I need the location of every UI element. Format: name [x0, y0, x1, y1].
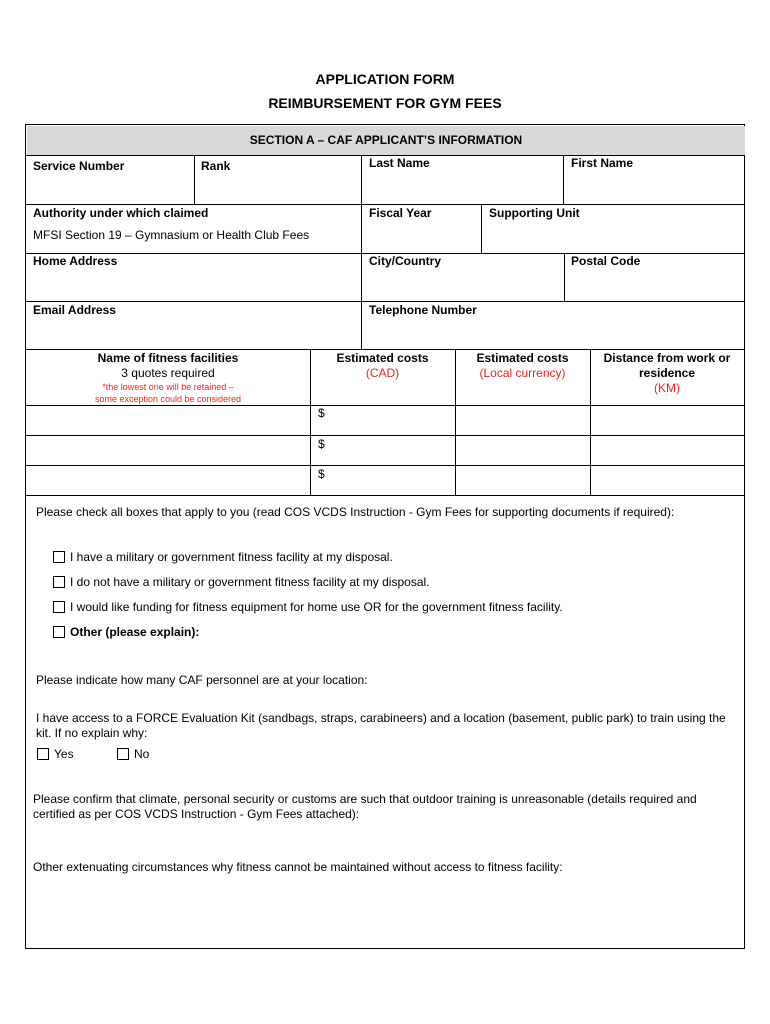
personnel-question: Please indicate how many CAF personnel are at your location: [36, 673, 368, 687]
form-frame [25, 124, 745, 949]
fiscal-year-label: Fiscal Year [369, 206, 432, 220]
other-circumstances-question: Other extenuating circumstances why fitness cannot be maintained without access to fitness facility: [33, 860, 563, 874]
military-facility-label: I have a military or government fitness facility at my disposal. [70, 550, 393, 564]
divider [26, 349, 744, 350]
distance-header [590, 351, 744, 401]
check-instructions: Please check all boxes that apply to you (read COS VCDS Instruction - Gym Fees for supporting documents if required): [36, 505, 675, 519]
no-military-facility-label: I do not have a military or government fitness facility at my disposal. [70, 575, 430, 589]
distance-title-2: residence [638, 366, 696, 380]
divider [563, 155, 564, 204]
postal-code-label: Postal Code [571, 254, 641, 268]
cost-local-title: Estimated costs [476, 351, 569, 365]
authority-label: Authority under which claimed [33, 206, 209, 220]
yes-checkbox[interactable] [37, 748, 49, 760]
other-checkbox[interactable] [53, 626, 65, 638]
divider [26, 495, 744, 496]
cost-cad-title: Estimated costs [336, 351, 429, 365]
cost-local-header [455, 351, 590, 401]
equipment-funding-label: I would like funding for fitness equipment for home use OR for the government fitness facility. [70, 600, 563, 614]
divider [564, 253, 565, 301]
other-label: Other (please explain): [70, 625, 200, 639]
dollar-sign: $ [318, 437, 325, 451]
telephone-label: Telephone Number [369, 303, 477, 317]
form-title: APPLICATION FORM [315, 71, 455, 87]
equipment-funding-checkbox[interactable] [53, 601, 65, 613]
no-checkbox[interactable] [117, 748, 129, 760]
cost-cad-unit: (CAD) [365, 366, 400, 380]
section-a-header: SECTION A – CAF APPLICANT’S INFORMATION [27, 126, 745, 155]
facilities-header [26, 351, 310, 404]
service-number-label: Service Number [33, 159, 125, 173]
distance-unit: (KM) [654, 381, 680, 395]
exception-note: some exception could be considered [94, 394, 242, 404]
rank-label: Rank [201, 159, 231, 173]
force-kit-question: I have access to a FORCE Evaluation Kit (sandbags, straps, carabineers) and a location (basement, public park) to train using the kit. If no explain why: [36, 711, 726, 740]
distance-title: Distance from work or [603, 351, 731, 365]
form-subtitle: REIMBURSEMENT FOR GYM FEES [268, 95, 502, 111]
cost-local-unit: (Local currency) [479, 366, 566, 380]
divider [26, 435, 744, 436]
authority-value: MFSI Section 19 – Gymnasium or Health Club Fees [33, 228, 310, 242]
dollar-sign: $ [318, 406, 325, 420]
divider [26, 301, 744, 302]
divider [26, 204, 744, 205]
divider [26, 465, 744, 466]
supporting-unit-label: Supporting Unit [489, 206, 580, 220]
lowest-note: *the lowest one will be retained – [102, 382, 234, 392]
no-label: No [134, 747, 150, 761]
divider [26, 405, 744, 406]
city-country-label: City/Country [369, 254, 441, 268]
divider [194, 155, 195, 204]
military-facility-checkbox[interactable] [53, 551, 65, 563]
last-name-label: Last Name [369, 156, 430, 170]
yes-label: Yes [54, 747, 74, 761]
dollar-sign: $ [318, 467, 325, 481]
home-address-label: Home Address [33, 254, 118, 268]
cost-cad-header [310, 351, 455, 401]
facilities-title: Name of fitness facilities [97, 351, 239, 365]
email-label: Email Address [33, 303, 116, 317]
divider [481, 204, 482, 253]
climate-question: Please confirm that climate, personal security or customs are such that outdoor training is unreasonable (details required and certified as per COS VCDS Instruction - Gym Fees attached): [33, 792, 697, 821]
quotes-required: 3 quotes required [121, 366, 215, 380]
divider [361, 155, 362, 349]
first-name-label: First Name [571, 156, 634, 170]
no-military-facility-checkbox[interactable] [53, 576, 65, 588]
